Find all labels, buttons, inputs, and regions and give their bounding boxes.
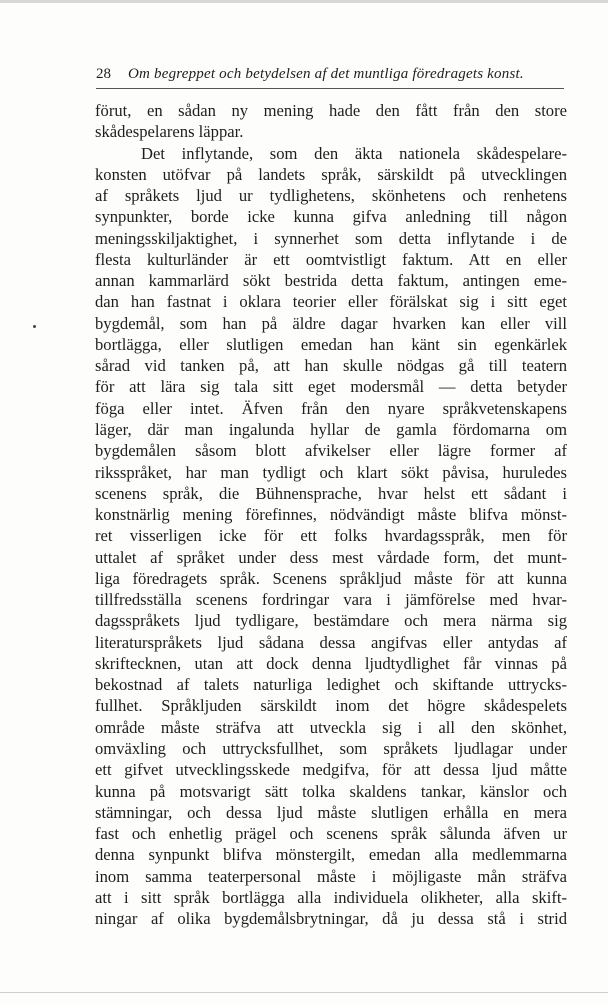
margin-speck — [33, 325, 36, 328]
text-line: Det inflytande, som den äkta nationela skådespelare- — [141, 143, 567, 163]
text-line: fullhet. Språkljuden särskildt inom det högre skådespelets — [95, 696, 567, 716]
text-line: tillfredsställa scenens fordringar vara i jämförelse med hvar- — [95, 590, 567, 610]
text-line: denna synpunkt blifva mönstergilt, emedan alla medlemmarna — [95, 845, 567, 865]
text-line: bygdemål, som han på äldre dagar hvarken kan eller vill — [95, 313, 567, 333]
text-line: bygdemålen såsom blott afvikelser eller lägre former af — [95, 441, 567, 461]
text-line: af språkets ljud ur tydlighetens, skönhetens och renhetens — [95, 186, 567, 206]
text-line: bortlägga, eller slutligen emedan han känt sin egenkärlek — [95, 334, 567, 354]
text-line: scenens språk, die Bühnensprache, hvar helst ett sådant i — [95, 483, 567, 503]
text-line: förut, en sådan ny mening hade den fått från den store — [95, 101, 567, 120]
header-rule — [96, 88, 564, 89]
body-text — [95, 100, 567, 929]
text-line: sårad vid tanken på, att han skulle nödgas gå till teatern — [95, 356, 567, 376]
text-line: kunna på motsvarigt sätt tolka skaldens tankar, känslor och — [95, 781, 567, 801]
text-line: synpunkter, borde icke kunna gifva anledning till någon — [95, 207, 567, 227]
page-top-edge — [0, 0, 608, 3]
text-line: dagsspråkets ljud tydligare, bestämdare och mera närma sig — [95, 611, 567, 631]
text-line: omväxling och uttrycksfullhet, som språkets ljudlagar under — [95, 738, 567, 758]
text-line: annan kammarlärd sökt bestrida detta faktum, antingen eme- — [95, 271, 567, 291]
text-line: ett gifvet utvecklingsskede medgifva, för att dessa ljud måtte — [95, 760, 567, 780]
text-line: skådespelarens läppar. — [95, 122, 244, 142]
text-line: för att lära sig tala sitt eget modersmål — detta betyder — [95, 377, 567, 397]
text-line: fast och enhetlig prägel och scenens språk sålunda äfven ur — [95, 824, 567, 844]
text-line: att i sitt språk bortlägga alla individuela olikheter, alla skift- — [95, 887, 567, 907]
text-line: flesta kulturländer är ett oomtvistligt faktum. Att en eller — [95, 249, 567, 269]
text-line: stämningar, och dessa ljud måste slutligen erhålla en mera — [95, 802, 567, 822]
running-head: Om begreppet och betydelsen af det muntliga föredragets konst. — [128, 66, 524, 82]
text-line: dan han fastnat i oklara teorier eller förälskat sig i sitt eget — [95, 292, 567, 312]
text-line: inom samma teaterpersonal måste i möjligaste mån sträfva — [95, 866, 567, 886]
text-line: område måste sträfva att utveckla sig i all den skönhet, — [95, 717, 567, 737]
page-header — [96, 64, 566, 86]
page-number: 28 — [96, 66, 111, 82]
page-bottom-edge — [0, 992, 608, 993]
text-line: konsten utöfvar på landets språk, särskildt på utvecklingen — [95, 164, 567, 184]
text-line: konstnärlig mening förefinnes, nödvändigt måste blifva mönst- — [95, 505, 567, 525]
text-line: uttalet af språket under dess mest vårdade form, det munt- — [95, 547, 567, 567]
text-line: läger, där man ingalunda hyllar de gamla fördomarna om — [95, 419, 567, 439]
text-line: literaturspråkets ljud sådana dessa angifvas eller antydas af — [95, 632, 567, 652]
text-line: bekostnad af talets naturliga ledighet och skiftande uttrycks- — [95, 675, 567, 695]
text-line: skriftecknen, utan att dock denna ljudtydlighet får vinnas på — [95, 653, 567, 673]
text-line: ret visserligen icke för ett folks hvardagsspråk, men för — [95, 526, 567, 546]
text-line: ningar af olika bygdemålsbrytningar, då ju dessa stå i strid — [95, 909, 567, 929]
text-line: meningsskiljaktighet, i synnerhet som detta inflytande i de — [95, 228, 567, 248]
text-line: föga eller intet. Äfven från den nyare språkvetenskapens — [95, 398, 567, 418]
text-line: liga föredragets språk. Scenens språkljud måste för att kunna — [95, 568, 567, 588]
text-line: riksspråket, har man tydligt och klart sökt påvisa, huruledes — [95, 462, 567, 482]
